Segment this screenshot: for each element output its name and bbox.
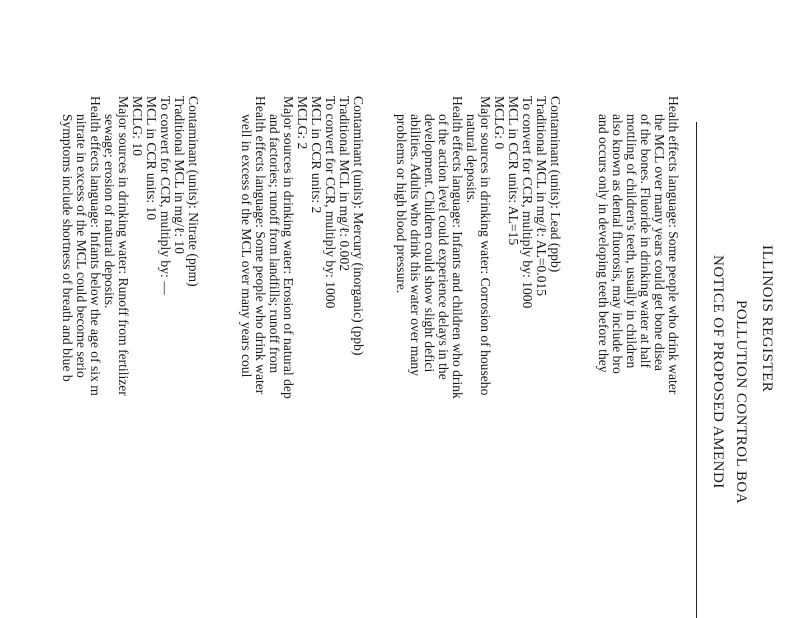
text-line: and factories; runoff from landfills; runoff from	[267, 114, 282, 374]
text-line: MCLG: 2	[295, 96, 310, 150]
text-line: Traditional MCL in mg/ℓ: 0.002	[337, 96, 352, 272]
text-line: Major sources in drinking water: Corrosion of househo	[478, 96, 493, 396]
text-line: development. Children could show slight defici	[422, 114, 437, 373]
text-line: Major sources in drinking water: Runoff from fertilizer	[116, 96, 131, 396]
register-title: ILLINOIS REGISTER	[759, 245, 775, 393]
text-line: Major sources in drinking water: Erosion of natural dep	[281, 96, 296, 399]
text-line: natural deposits.	[464, 114, 479, 204]
text-line: mottling of children's teeth, usually in children	[624, 114, 639, 369]
text-line: Health effects language: Some people who drink water	[666, 96, 681, 395]
text-line: the MCL over many years could get bone disea	[652, 114, 667, 371]
text-line: Contaminant (units): Mercury (inorganic) (ppb)	[351, 96, 366, 356]
text-line: Traditional MCL in mg/ℓ: AL=0.015	[534, 96, 549, 297]
text-line: of the action level could experience delays in the	[436, 114, 451, 380]
text-line: sewage; erosion of natural deposits.	[102, 114, 117, 309]
notice-title: NOTICE OF PROPOSED AMENDI	[710, 255, 726, 489]
text-line: MCL in CCR units: 2	[309, 96, 324, 214]
text-line: MCL in CCR units: 10	[144, 96, 159, 221]
text-line: MCL in CCR units: AL=15	[506, 96, 521, 246]
header-rule	[696, 122, 697, 618]
board-title: POLLUTION CONTROL BOA	[733, 300, 749, 505]
text-line: and occurs only in developing teeth before they	[596, 114, 611, 373]
text-line: Symptoms include shortness of breath and blue b	[60, 114, 75, 382]
text-line: To convert for CCR, multiply by: 1000	[323, 96, 338, 309]
text-line: To convert for CCR, multiply by: 1000	[520, 96, 535, 309]
text-line: MCLG: 0	[492, 96, 507, 150]
text-line: Health effects language: Infants and children who drink	[450, 96, 465, 399]
text-line: of the bones. Fluoride in drinking water at half	[638, 114, 653, 369]
text-line: Contaminant (units): Lead (ppb)	[548, 96, 563, 273]
text-line: Traditional MCL in mg/ℓ: 10	[172, 96, 187, 255]
text-line: Health effects language: Some people who drink water	[253, 96, 268, 395]
text-line: To convert for CCR, multiply by: —	[158, 96, 173, 295]
text-line: Contaminant (units): Nitrate (ppm)	[186, 96, 201, 287]
text-line: well in excess of the MCL over many years coul	[239, 114, 254, 378]
text-line: abilities. Adults who drink this water over many	[408, 114, 423, 377]
text-line: also known as dental fluorosis, may include bro	[610, 114, 625, 374]
text-line: MCLG: 10	[130, 96, 145, 157]
text-line: nitrate in excess of the MCL could become serio	[74, 114, 89, 378]
text-line: problems or high blood pressure.	[394, 114, 409, 294]
text-line: Health effects language: Infants below the age of six m	[88, 96, 103, 396]
